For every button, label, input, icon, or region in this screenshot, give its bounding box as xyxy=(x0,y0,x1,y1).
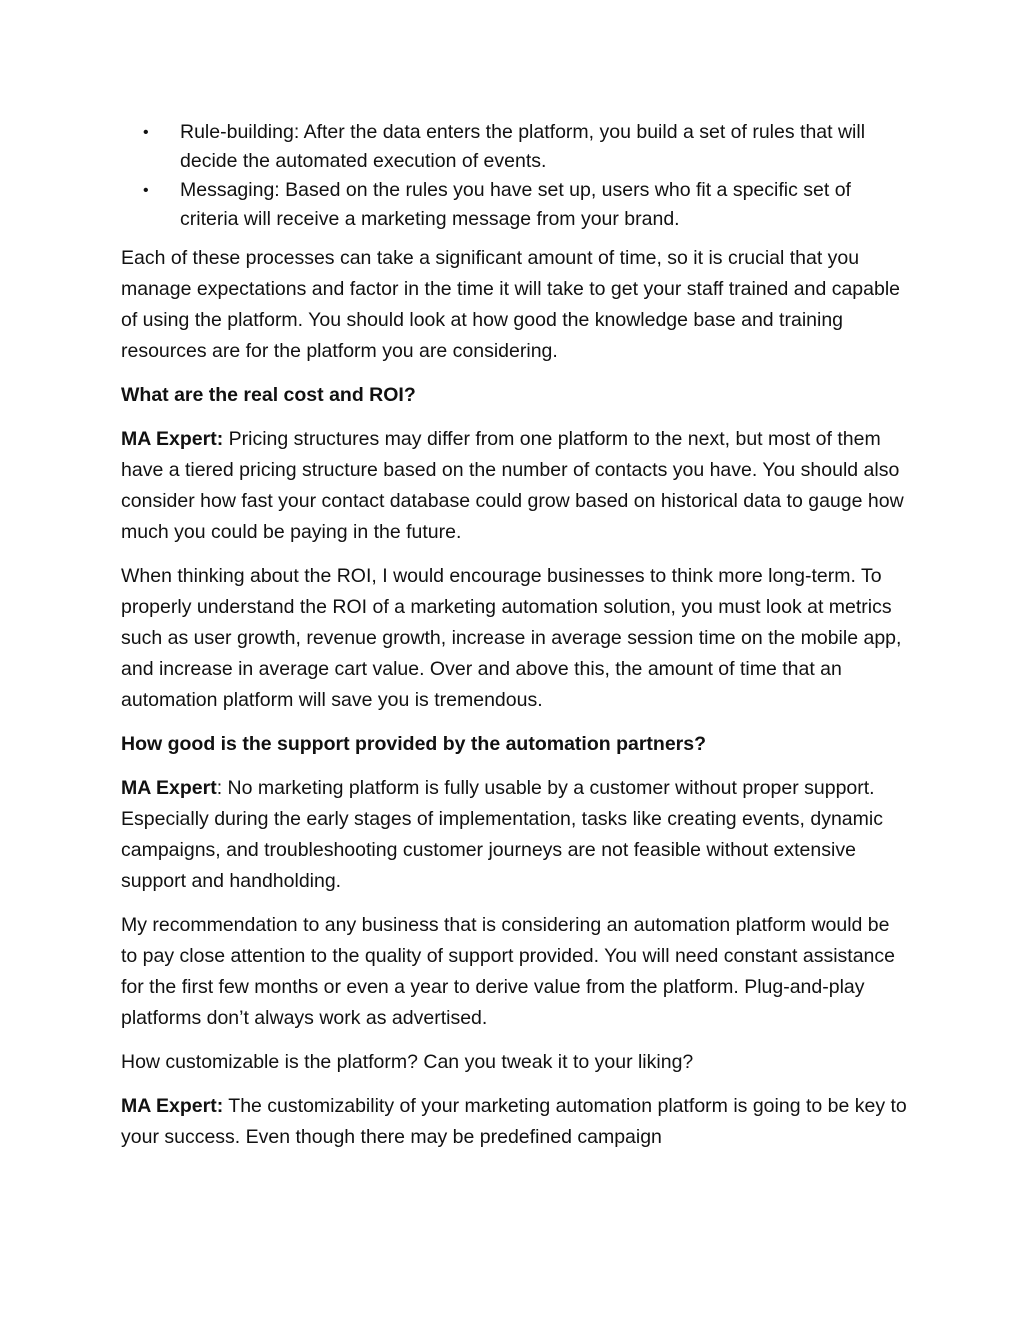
paragraph-support xyxy=(121,773,911,897)
paragraph-customizability xyxy=(121,1091,911,1153)
paragraph-roi: When thinking about the ROI, I would encourage businesses to think more long-term. To properly understand the ROI of a marketing automation solution, you must look at metrics such as user growth, revenue growth, increase in average session time on the mobile app, and increase in average cart value. Over and above this, the amount of time that an automation platform will save you is tremendous. xyxy=(121,565,902,711)
list-item xyxy=(121,118,911,176)
question-customizable: How customizable is the platform? Can you tweak it to your liking? xyxy=(121,1051,694,1073)
document-page xyxy=(121,118,911,1153)
list-item xyxy=(121,176,911,234)
speaker-label: MA Expert: xyxy=(121,428,224,450)
paragraph-recommendation: My recommendation to any business that is considering an automation platform would be to pay close attention to the quality of support provided. You will need constant assistance for the first few months or even a year to derive value from the platform. Plug-and-play platforms don’t always work as advertised. xyxy=(121,914,896,1029)
speaker-label: MA Expert: xyxy=(121,1095,224,1117)
paragraph-pricing xyxy=(121,424,911,548)
bullet-icon: • xyxy=(143,124,149,141)
paragraph-processes: Each of these processes can take a significant amount of time, so it is crucial that you manage expectations and factor in the time it will take to get your staff trained and capable of using the platform. You should look at how good the knowledge base and training resources are for the platform you are considering. xyxy=(121,247,901,362)
bullet-icon: • xyxy=(143,182,149,199)
paragraph-text: The customizability of your marketing automation platform is going to be key to your success. Even though there may be predefined campaign xyxy=(121,1095,907,1148)
speaker-label: MA Expert xyxy=(121,777,217,799)
paragraph-text: : No marketing platform is fully usable by a customer without proper support. Especially during the early stages of implementation, tasks like creating events, dynamic campaigns, and troubleshooting customer journeys are not feasible without extensive support and handholding. xyxy=(121,777,883,892)
paragraph-text: Pricing structures may differ from one platform to the next, but most of them have a tiered pricing structure based on the number of contacts you have. You should also consider how fast your contact database could grow based on historical data to gauge how much you could be paying in the future. xyxy=(121,428,904,543)
list-item-text: Messaging: Based on the rules you have set up, users who fit a specific set of criteria will receive a marketing message from your brand. xyxy=(180,179,851,230)
heading-support: How good is the support provided by the automation partners? xyxy=(121,733,707,755)
bullet-list xyxy=(121,118,911,234)
list-item-text: Rule-building: After the data enters the platform, you build a set of rules that will decide the automated execution of events. xyxy=(180,121,866,172)
heading-cost-roi: What are the real cost and ROI? xyxy=(121,384,416,406)
